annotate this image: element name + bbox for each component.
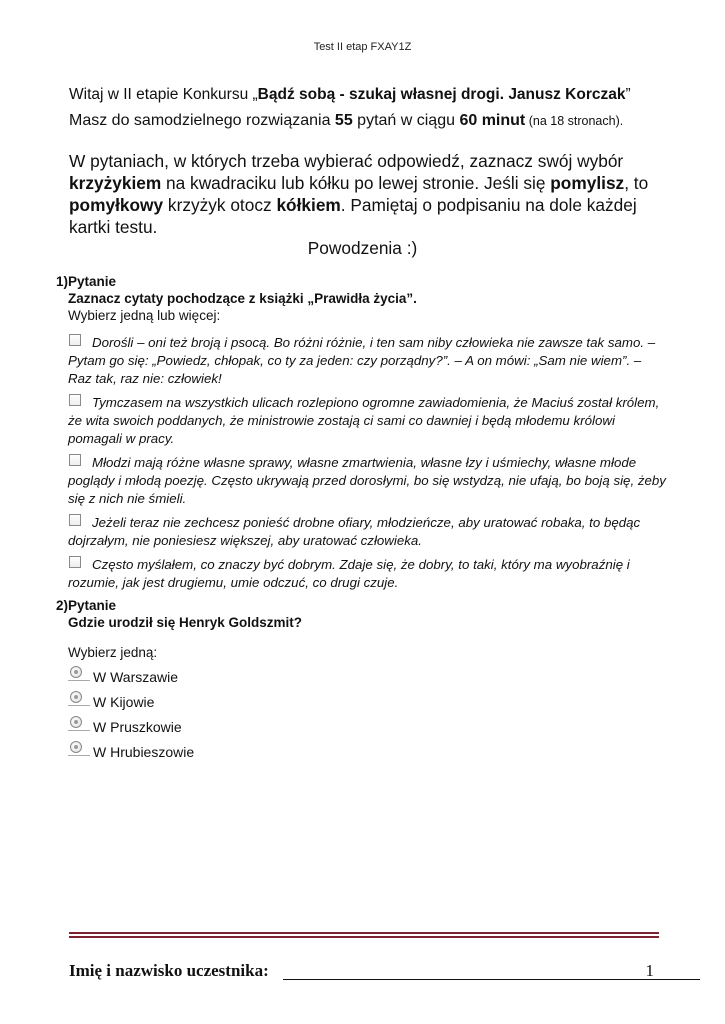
instr-h: kółkiem bbox=[276, 195, 341, 215]
contest-name: Bądź sobą - szukaj własnej drogi. Janusz Korczak bbox=[257, 86, 626, 103]
q2-option-4[interactable] bbox=[68, 740, 666, 765]
q1-option-3-text: Młodzi mają różne własne sprawy, własne zmartwienia, własne łzy i uśmiechy, własne młode poglądy i młodą poezję. Często ukrywają przed dorosłymi, bo się wstydzą, nie ufają, bo boją się, żeby się z nich nie śmieli. bbox=[68, 455, 666, 506]
question-1-instruction: Wybierz jedną lub więcej: bbox=[68, 308, 221, 323]
q2-option-1[interactable] bbox=[68, 665, 666, 690]
time-text-a: Masz do samodzielnego rozwiązania bbox=[69, 112, 335, 129]
page-count-note: (na 18 stronach). bbox=[525, 114, 624, 128]
q2-option-4-underline bbox=[68, 755, 90, 756]
q1-option-4-text: Jeżeli teraz nie zechcesz ponieść drobne ofiary, młodzieńcze, aby uratować robaka, to będąc dojrzałym, nie poniesiesz większej, aby uratować człowieka. bbox=[68, 515, 641, 548]
q1-option-4-checkbox[interactable] bbox=[69, 514, 81, 526]
time-limit: 60 minut bbox=[459, 112, 526, 129]
q2-option-2-underline bbox=[68, 705, 90, 706]
welcome-text: Witaj w II etapie Konkursu „ bbox=[69, 86, 258, 103]
q1-option-2-checkbox[interactable] bbox=[69, 394, 81, 406]
instr-c: na kwadraciku lub kółku po lewej stronie. Jeśli się bbox=[161, 173, 551, 193]
time-text-b: pytań w ciągu bbox=[352, 112, 460, 129]
good-luck: Powodzenia :) bbox=[307, 238, 418, 258]
q2-option-3-label: W Pruszkowie bbox=[93, 719, 182, 735]
q1-option-3 bbox=[68, 454, 666, 508]
q1-option-2-text: Tymczasem na wszystkich ulicach rozlepiono ogromne zawiadomienia, że Maciuś został królem, że wita swoich poddanych, że ministrowie zostają ci sami co dawniej i będą młodemu królowi pomagali w pracy. bbox=[68, 395, 660, 446]
time-info bbox=[69, 111, 669, 131]
footer-rule-top bbox=[69, 932, 659, 934]
q1-option-1 bbox=[68, 334, 666, 388]
q2-option-1-radio[interactable] bbox=[70, 666, 82, 678]
q1-option-2 bbox=[68, 394, 666, 448]
q2-option-2-label: W Kijowie bbox=[93, 694, 155, 710]
question-2-title: Gdzie urodził się Henryk Goldszmit? bbox=[68, 615, 303, 630]
q2-option-3-radio[interactable] bbox=[70, 716, 82, 728]
welcome-quote-end: ” bbox=[625, 86, 631, 103]
q1-option-1-text: Dorośli – oni też broją i psocą. Bo różni różnie, i ten sam niby człowieka nie zawsze tak samo. – Pytam go się: „Powiedz, chłopak, co ty za jeden: czy porządny?”. – A on mówi: „Sam nie wiem”. – Raz tak, raz nie: człowiek! bbox=[68, 335, 656, 386]
footer bbox=[69, 961, 659, 985]
q2-option-1-label: W Warszawie bbox=[93, 669, 179, 685]
q2-option-4-radio[interactable] bbox=[70, 741, 82, 753]
question-1-title: Zaznacz cytaty pochodzące z książki „Prawidła życia”. bbox=[68, 291, 417, 306]
q1-option-5 bbox=[68, 556, 666, 592]
q2-option-1-underline bbox=[68, 680, 90, 681]
participant-name-line[interactable] bbox=[283, 979, 700, 980]
footer-rule-bottom bbox=[69, 936, 659, 938]
instr-f: pomyłkowy bbox=[69, 195, 164, 215]
q2-option-4-label: W Hrubieszowie bbox=[93, 744, 195, 760]
question-2-number: 2)Pytanie bbox=[56, 598, 117, 613]
page-number: 1 bbox=[645, 961, 654, 980]
question-2 bbox=[56, 598, 666, 765]
question-count: 55 bbox=[334, 112, 353, 129]
q2-option-2[interactable] bbox=[68, 690, 666, 715]
participant-name-label: Imię i nazwisko uczestnika: bbox=[69, 961, 269, 980]
instr-e: , to bbox=[624, 173, 649, 193]
welcome-line bbox=[69, 86, 669, 104]
instructions bbox=[69, 150, 669, 238]
question-2-instruction: Wybierz jedną: bbox=[68, 645, 158, 660]
instr-g: krzyżyk otocz bbox=[163, 195, 277, 215]
q2-option-3-underline bbox=[68, 730, 90, 731]
q1-option-1-checkbox[interactable] bbox=[69, 334, 81, 346]
instr-d: pomylisz bbox=[550, 173, 625, 193]
q1-option-4 bbox=[68, 514, 666, 550]
q1-option-5-text: Często myślałem, co znaczy być dobrym. Zdaje się, że dobry, to taki, który ma wyobraźnię i rozumie, jak jest drugiemu, umie odczuć, co drugi czuje. bbox=[68, 557, 630, 590]
q2-option-3[interactable] bbox=[68, 715, 666, 740]
instr-a: W pytaniach, w których trzeba wybierać odpowiedź, zaznacz swój wybór bbox=[69, 151, 624, 171]
q2-option-2-radio[interactable] bbox=[70, 691, 82, 703]
question-1-number: 1)Pytanie bbox=[56, 274, 117, 289]
instr-i: . Pamiętaj o podpisaniu na dole każdej kartki testu. bbox=[69, 195, 637, 237]
q1-option-5-checkbox[interactable] bbox=[69, 556, 81, 568]
page-header: Test II etap FXAY1Z bbox=[313, 41, 412, 53]
question-1 bbox=[56, 274, 666, 592]
instr-b: krzyżykiem bbox=[69, 173, 162, 193]
q1-option-3-checkbox[interactable] bbox=[69, 454, 81, 466]
